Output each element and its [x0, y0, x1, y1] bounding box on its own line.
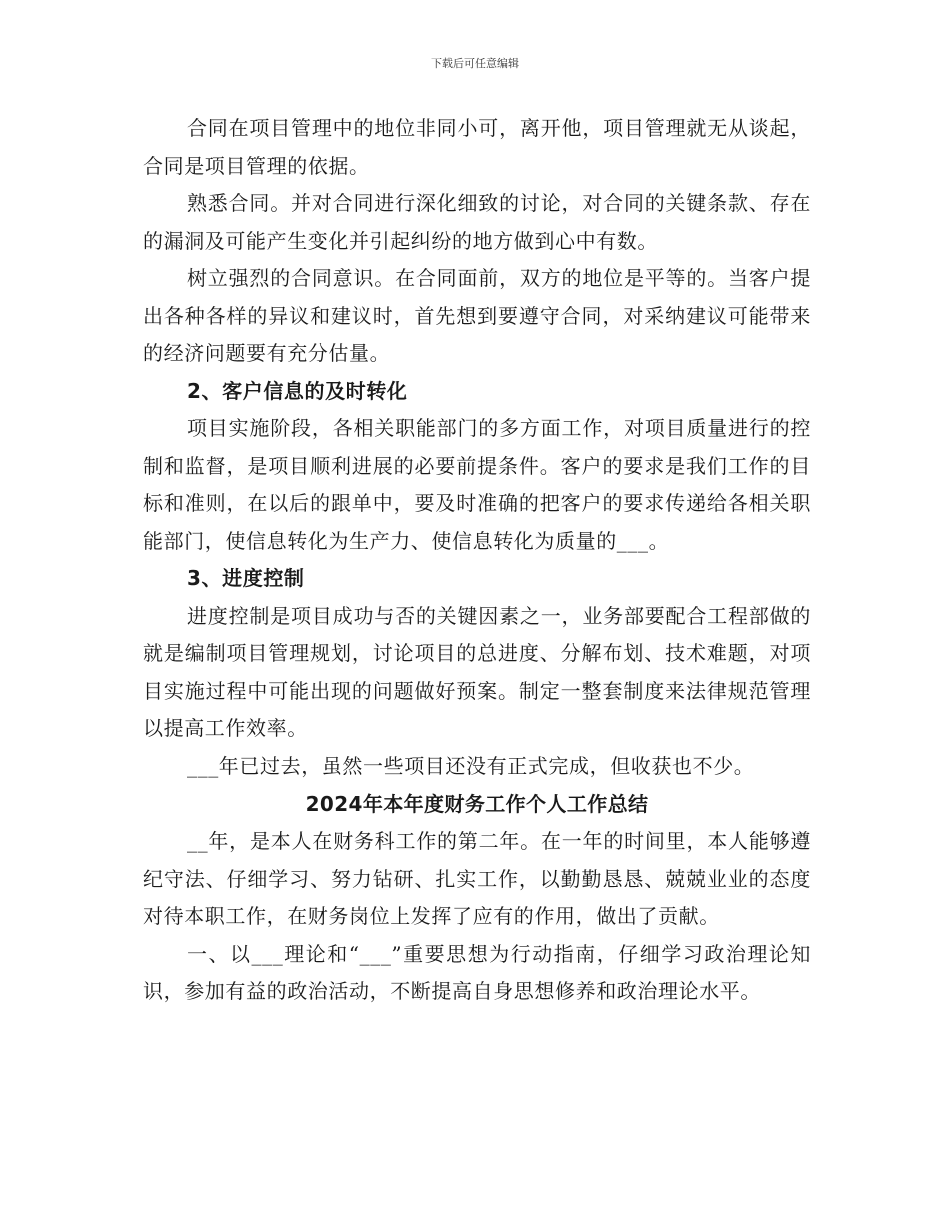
- paragraph-finance-intro: __年，是本人在财务科工作的第二年。在一年的时间里，本人能够遵纪守法、仔细学习、努力钻研、扎实工作，以勤勤恳恳、兢兢业业的态度对待本职工作，在财务岗位上发挥了应有的作用，做出了贡献。: [143, 829, 811, 928]
- document-title-finance-summary: 2024年本年度财务工作个人工作总结: [305, 792, 649, 816]
- paragraph-year-summary: ___年已过去，虽然一些项目还没有正式完成，但收获也不少。: [187, 753, 755, 778]
- page-header: 下载后可任意编辑: [431, 57, 519, 70]
- section-heading-progress-control: 3、进度控制: [187, 566, 305, 590]
- paragraph-progress-control: 进度控制是项目成功与否的关键因素之一，业务部要配合工程部做的就是编制项目管理规划，讨论项目的总进度、分解布划、技术难题，对项目实施过程中可能出现的问题做好预案。制定一整套制度来法律规范管理以提高工作效率。: [143, 603, 811, 740]
- document-body: [143, 110, 811, 1011]
- paragraph-political-study: 一、以___理论和“___”重要思想为行动指南，仔细学习政治理论知识，参加有益的政治活动，不断提高自身思想修养和政治理论水平。: [143, 941, 811, 1003]
- section-heading-customer-info: 2、客户信息的及时转化: [187, 378, 408, 403]
- paragraph-contract-importance: 合同在项目管理中的地位非同小可，离开他，项目管理就无从谈起，合同是项目管理的依据。: [143, 116, 811, 178]
- paragraph-familiar-contract: 熟悉合同。并对合同进行深化细致的讨论，对合同的关键条款、存在的漏洞及可能产生变化并引起纠纷的地方做到心中有数。: [143, 191, 811, 253]
- paragraph-contract-awareness: 树立强烈的合同意识。在合同面前，双方的地位是平等的。当客户提出各种各样的异议和建议时，首先想到要遵守合同，对采纳建议可能带来的经济问题要有充分估量。: [143, 266, 811, 365]
- paragraph-project-implementation: 项目实施阶段，各相关职能部门的多方面工作，对项目质量进行的控制和监督，是项目顺利进展的必要前提条件。客户的要求是我们工作的目标和准则，在以后的跟单中，要及时准确的把客户的要求传递给各相关职能部门，使信息转化为生产力、使信息转化为质量的___。: [143, 416, 811, 553]
